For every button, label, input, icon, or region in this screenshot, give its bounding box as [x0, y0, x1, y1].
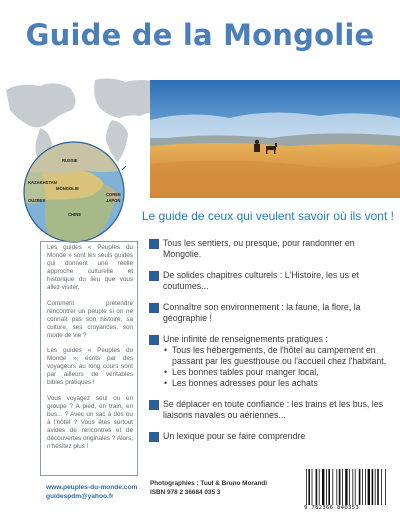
sidebar-paragraph: Les guides « Peuples du Monde », écrits par des voyageurs au long cours sont par ailleurs de véritables bibles pratiques ! — [47, 347, 133, 387]
contact-links — [46, 483, 156, 501]
map-label-mongolie: MONGOLIE — [56, 186, 79, 191]
sidebar-text — [47, 244, 133, 458]
sidebar-paragraph: Les guides « Peuples du Monde » sont les seuls guides qui donnent une réelle approche culturelle et historique du lieu que vous allez visiter. — [47, 244, 133, 292]
feature-subitem: • Les bonnes tables pour manger local, — [164, 367, 319, 377]
mongolia-inset-map — [22, 140, 126, 244]
map-label-kazakhstan: KAZAKHSTAN — [28, 180, 57, 185]
square-bullet-icon — [149, 303, 159, 313]
feature-item — [149, 270, 394, 292]
sidebar-paragraph: Vous voyagez seul ou en groupe ? A pied, en train, en bus... ? Avec un sac à dos ou à l'hôtel ? Vous êtes surtout avides de rencontres et de découvertes originales ? Alors, n'hésitez plus ! — [47, 394, 133, 451]
sidebar-paragraph: Comment prétendre rencontrer un peuple si on ne connaît pas son histoire, sa culture, ses croyances, son mode de vie ? — [47, 299, 133, 339]
feature-item — [149, 399, 394, 421]
tagline: Le guide de ceux qui veulent savoir où ils vont ! — [141, 209, 394, 223]
feature-text: Un lexique pour se faire comprendre — [163, 431, 306, 441]
square-bullet-icon — [149, 400, 159, 410]
map-label-japon: JAPON — [106, 198, 121, 203]
map-label-coree: COREE — [106, 192, 121, 197]
feature-item — [149, 238, 394, 260]
square-bullet-icon — [149, 335, 159, 345]
feature-sublist — [163, 345, 394, 389]
feature-text: De solides chapitres culturels : L'Histoire, les us et coutumes... — [163, 270, 359, 291]
feature-text: Tous les sentiers, ou presque, pour randonner en Mongolie. — [163, 238, 355, 259]
barcode-digits: 9 782366 840353 — [304, 505, 360, 511]
email-link[interactable]: guidespdm@yahoo.fr — [46, 493, 114, 500]
feature-text: Une infinité de renseignements pratiques : — [163, 334, 328, 344]
feature-text: Connaître son environnement : la faune, la flore, la géographie ! — [163, 302, 361, 323]
feature-list — [149, 238, 394, 442]
map-label-russie: RUSSIE — [62, 158, 78, 163]
feature-item — [149, 431, 394, 442]
credits — [150, 479, 310, 497]
desert-photo — [150, 80, 400, 198]
feature-item — [149, 302, 394, 324]
map-label-chine: CHINE — [68, 212, 82, 217]
square-bullet-icon — [149, 432, 159, 442]
photo-credit: Photographies : Tuul & Bruno Morandi — [150, 480, 268, 487]
feature-subitem: • Les bonnes adresses pour les achats — [164, 378, 318, 388]
square-bullet-icon — [149, 239, 159, 249]
feature-text: Se déplacer en toute confiance : les trains et les bus, les liaisons navales ou aériennes... — [163, 399, 384, 420]
feature-subitem: • Tous les hébergements, de l'hôtel au campement en passant par les guesthouse ou l'accueil chez l'habitant, — [164, 345, 387, 366]
feature-item — [149, 334, 394, 389]
book-title: Guide de la Mongolie — [25, 18, 375, 52]
isbn: ISBN 978 2 36684 035 3 — [150, 489, 221, 496]
square-bullet-icon — [149, 271, 159, 281]
website-link[interactable]: www.peuples-du-monde.com — [46, 484, 138, 491]
map-label-ouzbek: OUZBEK — [28, 198, 46, 203]
